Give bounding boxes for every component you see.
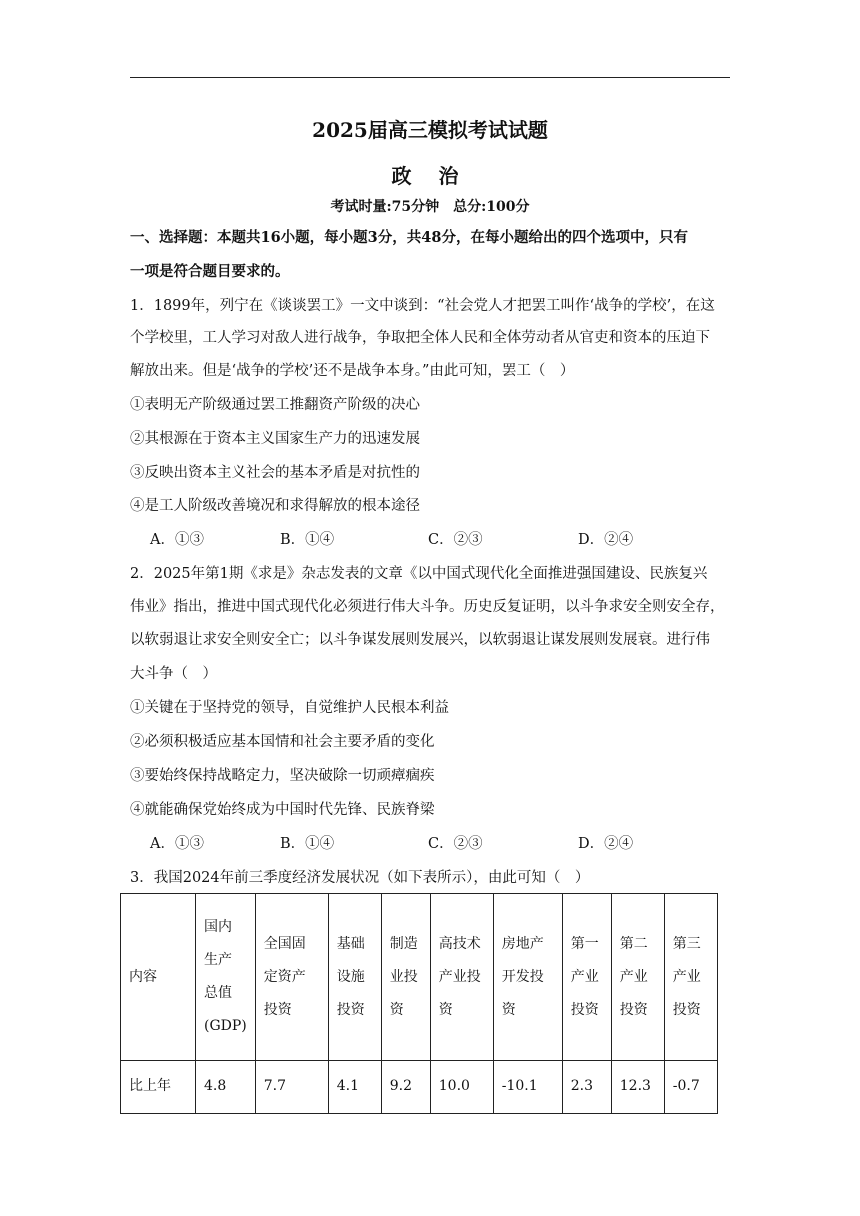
q2-option-a[interactable]: A．①③ <box>150 836 204 852</box>
q3-stem-line1: 3．我国2024年前三季度经济发展状况（如下表所示），由此可知（ ） <box>130 870 590 886</box>
q2-option-d[interactable]: D．②④ <box>578 836 634 852</box>
table-cell: 比上年 <box>121 1061 196 1114</box>
q2-statement-2: ②必须积极适应基本国情和社会主要矛盾的变化 <box>130 734 435 750</box>
table-header-cell: 高技术 产业投 资 <box>430 894 493 1061</box>
table-header-cell: 内容 <box>121 894 196 1061</box>
table-header-cell: 第一 产业 投资 <box>562 894 611 1061</box>
q1-option-a[interactable]: A．①③ <box>150 532 204 548</box>
table-header-cell: 全国固 定资产 投资 <box>255 894 328 1061</box>
q1-option-d[interactable]: D．②④ <box>578 532 634 548</box>
q2-stem-line1: 2．2025年第1期《求是》杂志发表的文章《以中国式现代化全面推进强国建设、民族复兴 <box>130 566 708 582</box>
q1-stem-line2: 个学校里，工人学习对敌人进行战争，争取把全体人民和全体劳动者从官吏和资本的压迫下 <box>130 330 710 346</box>
table-cell: 12.3 <box>611 1061 664 1114</box>
q1-statement-1: ①表明无产阶级通过罢工推翻资产阶级的决心 <box>130 397 420 413</box>
table-header-cell: 国内 生产 总值 (GDP) <box>196 894 256 1061</box>
table-header-cell: 制造 业投 资 <box>381 894 430 1061</box>
q1-statement-4: ④是工人阶级改善境况和求得解放的根本途径 <box>130 498 420 514</box>
table-cell: 9.2 <box>381 1061 430 1114</box>
q2-stem-line4: 大斗争（ ） <box>130 666 217 682</box>
q1-stem-line1: 1．1899年，列宁在《谈谈罢工》一文中谈到：“社会党人才把罢工叫作‘战争的学校’，在这 <box>130 298 715 314</box>
table-header-cell: 第三 产业 投资 <box>664 894 717 1061</box>
q1-option-c[interactable]: C．②③ <box>428 532 483 548</box>
q1-option-b[interactable]: B．①④ <box>280 532 335 548</box>
exam-title: 2025届高三模拟考试试题 <box>312 118 548 142</box>
table-header-cell: 第二 产业 投资 <box>611 894 664 1061</box>
q2-statement-3: ③要始终保持战略定力，坚决破除一切顽瘴痼疾 <box>130 768 435 784</box>
q2-option-c[interactable]: C．②③ <box>428 836 483 852</box>
q1-statement-2: ②其根源在于资本主义国家生产力的迅速发展 <box>130 431 420 447</box>
q2-stem-line2: 伟业》指出，推进中国式现代化必须进行伟大斗争。历史反复证明，以斗争求安全则安全存， <box>130 599 725 615</box>
table-header-row <box>121 894 718 1061</box>
economic-data-table <box>120 893 718 1114</box>
table-header-cell: 基础 设施 投资 <box>328 894 381 1061</box>
table-cell: 4.8 <box>196 1061 256 1114</box>
header-rule <box>130 77 730 78</box>
q1-stem-line3: 解放出来。但是‘战争的学校’还不是战争本身。”由此可知，罢工（ ） <box>130 363 575 379</box>
exam-meta: 考试时量:75分钟 总分:100分 <box>330 199 530 215</box>
q2-option-b[interactable]: B．①④ <box>280 836 335 852</box>
q2-statement-4: ④就能确保党始终成为中国时代先锋、民族脊梁 <box>130 802 435 818</box>
table-cell: 2.3 <box>562 1061 611 1114</box>
q2-stem-line3: 以软弱退让求安全则安全亡；以斗争谋发展则发展兴，以软弱退让谋发展则发展衰。进行伟 <box>130 632 710 648</box>
table-cell: -0.7 <box>664 1061 717 1114</box>
table-cell: 4.1 <box>328 1061 381 1114</box>
q2-statement-1: ①关键在于坚持党的领导，自觉维护人民根本利益 <box>130 700 449 716</box>
table-cell: -10.1 <box>493 1061 562 1114</box>
table-row <box>121 1061 718 1114</box>
q1-statement-3: ③反映出资本主义社会的基本矛盾是对抗性的 <box>130 465 420 481</box>
table-cell: 7.7 <box>255 1061 328 1114</box>
table-cell: 10.0 <box>430 1061 493 1114</box>
section-instructions-line2: 一项是符合题目要求的。 <box>130 263 290 280</box>
table-header-cell: 房地产 开发投 资 <box>493 894 562 1061</box>
exam-subject: 政 治 <box>391 164 469 188</box>
section-instructions-line1: 一、选择题：本题共16小题，每小题3分，共48分，在每小题给出的四个选项中，只有 <box>130 229 688 246</box>
